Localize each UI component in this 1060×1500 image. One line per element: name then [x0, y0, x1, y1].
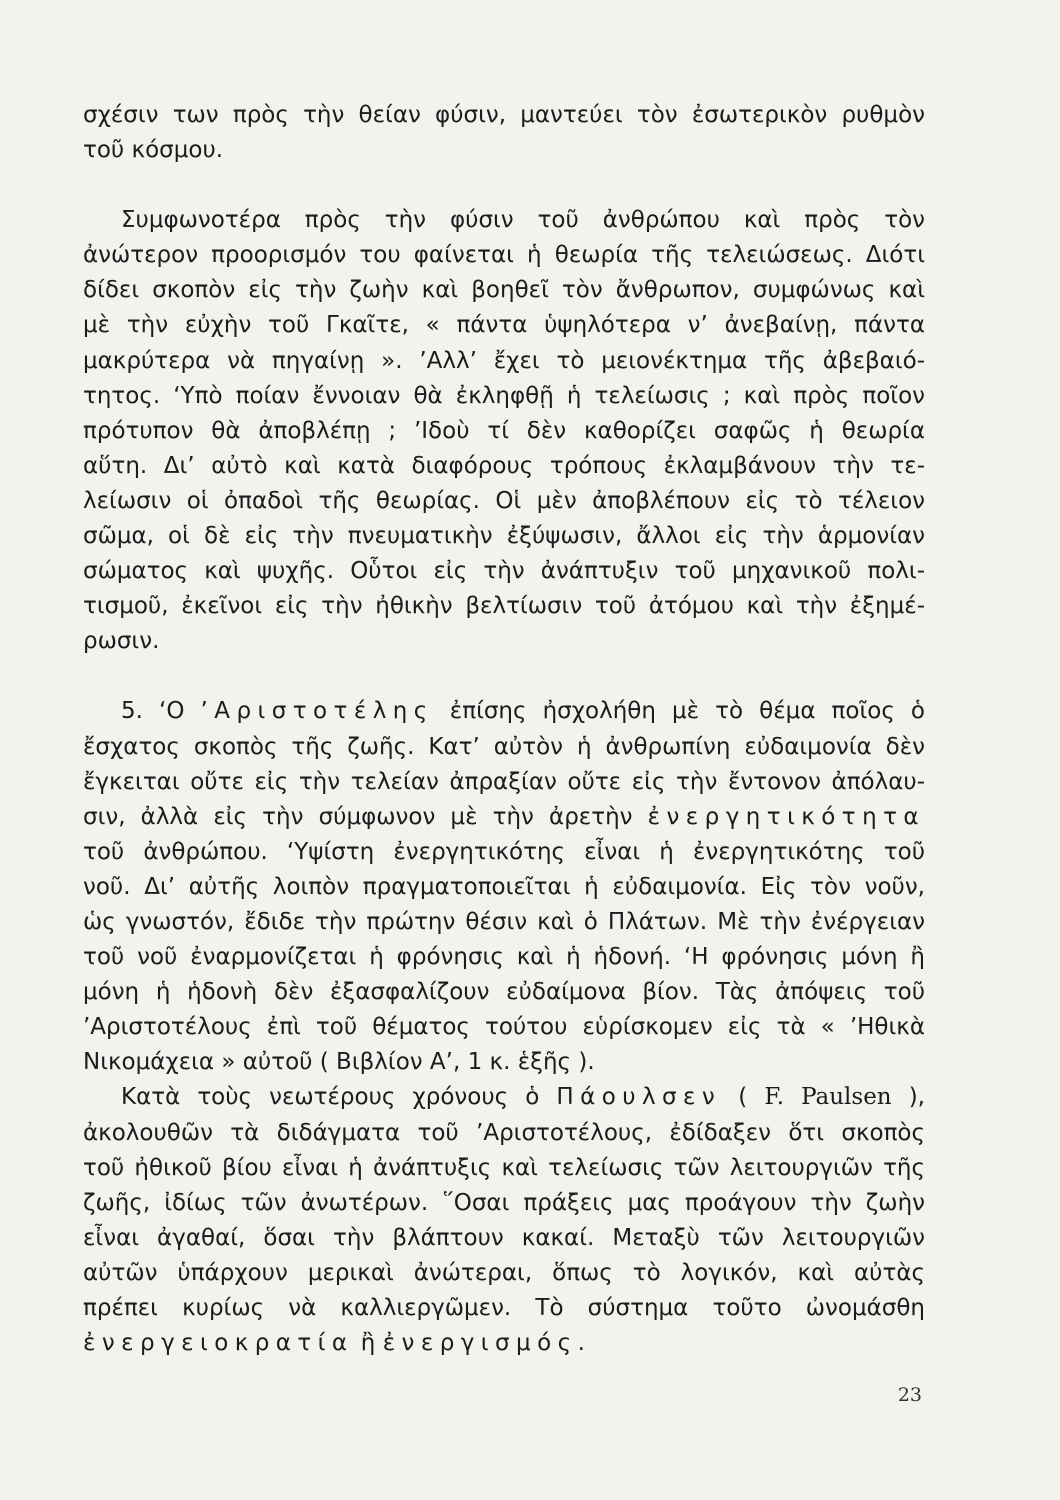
text-line: αὕτη. Δι’ αὐτὸ καὶ κατὰ διαφόρους τρόπους ἐκλαμβάνουν τὴν τε- — [83, 452, 925, 479]
text-line: Νικομάχεια » αὐτοῦ ( Βιβλίον Α’, 1 κ. ἑξῆς ). — [83, 1049, 595, 1076]
paragraph-gap — [83, 659, 925, 694]
text-run: ), — [891, 1084, 925, 1111]
text-run: ἐπίσης ἠσχολήθη μὲ τὸ θέμα ποῖος ὁ — [433, 698, 925, 725]
text-line: ἔγκειται οὔτε εἰς τὴν τελείαν ἀπραξίαν οὔτε εἰς τὴν ἔντονον ἀπόλαυ- — [83, 768, 925, 795]
text-line — [83, 800, 925, 835]
text-run: ἢ — [353, 1330, 383, 1357]
text-line: δίδει σκοπὸν εἰς τὴν ζωὴν καὶ βοηθεῖ τὸν ἄνθρωπον, συμφώνως καὶ — [83, 277, 925, 304]
text-line: πρότυπον θὰ ἀποβλέπῃ ; ’Ιδοὺ τί δὲν καθορίζει σαφῶς ἡ θεωρία — [83, 417, 925, 444]
page-number: 23 — [897, 1384, 922, 1406]
text-line: τισμοῦ, ἐκεῖνοι εἰς τὴν ἠθικὴν βελτίωσιν τοῦ ἀτόμου καὶ τὴν ἐξημέ- — [83, 593, 925, 620]
text-line: ’Αριστοτέλους ἐπὶ τοῦ θέματος τούτου εὑρίσκομεν εἰς τὰ « ’Ηθικὰ — [83, 1014, 925, 1041]
text-line: Συμφωνοτέρα πρὸς τὴν φύσιν τοῦ ἀνθρώπου καὶ πρὸς τὸν — [121, 207, 925, 234]
text-line: σῶμα, οἱ δὲ εἰς τὴν πνευματικὴν ἐξύψωσιν, ἄλλοι εἰς τὴν ἁρμονίαν — [83, 523, 925, 550]
emphasized-name: Πάουλσεν — [556, 1084, 722, 1111]
text-line: ἀνώτερον προορισμόν του φαίνεται ἡ θεωρία τῆς τελειώσεως. Διότι — [83, 242, 925, 269]
text-line — [83, 1080, 925, 1115]
emphasized-term: ἐνεργειοκρατία — [83, 1330, 354, 1357]
text-line: σχέσιν των πρὸς τὴν θείαν φύσιν, μαντεύει τὸν ἐσωτερικὸν ρυθμὸν — [83, 102, 925, 128]
text-line: εἶναι ἀγαθαί, ὅσαι τὴν βλάπτουν κακαί. Μεταξὺ τῶν λειτουργιῶν — [83, 1224, 925, 1251]
body-text — [83, 98, 925, 1361]
text-line: νοῦ. Δι’ αὐτῆς λοιπὸν πραγματοποιεῖται ἡ εὐδαιμονία. Εἰς τὸν νοῦν, — [83, 873, 925, 900]
text-line — [83, 694, 925, 729]
text-line: τοῦ νοῦ ἐναρμονίζεται ἡ φρόνησις καὶ ἡ ἡδονή. ‘Η φρόνησις μόνη ἢ — [83, 944, 925, 971]
text-run: ( — [721, 1084, 765, 1111]
text-line: πρέπει κυρίως νὰ καλλιεργῶμεν. Τὸ σύστημα τοῦτο ὠνομάσθη — [83, 1295, 925, 1321]
text-line: ζωῆς, ἰδίως τῶν ἀνωτέρων. ῞Οσαι πράξεις μας προάγουν τὴν ζωὴν — [83, 1189, 925, 1216]
text-line: αὐτῶν ὑπάρχουν μερικαὶ ἀνώτεραι, ὅπως τὸ λογικόν, καὶ αὐτὰς — [83, 1259, 925, 1286]
text-line: μὲ τὴν εὐχὴν τοῦ Γκαῖτε, « πάντα ὑψηλότερα ν’ ἀνεβαίνῃ, πάντα — [83, 312, 925, 339]
text-line: ρωσιν. — [83, 628, 160, 655]
text-line: μακρύτερα νὰ πηγαίνῃ ». ’Αλλ’ ἔχει τὸ μειονέκτημα τῆς ἀβεβαιό- — [83, 347, 925, 374]
latin-name: F. Paulsen — [764, 1084, 892, 1111]
text-run: σιν, ἀλλὰ εἰς τὴν σύμφωνον μὲ τὴν ἀρετὴν — [83, 803, 648, 830]
paragraph-1 — [83, 98, 925, 168]
text-line: μόνη ἡ ἡδονὴ δὲν ἐξασφαλίζουν εὐδαίμονα βίον. Τὰς ἀπόψεις τοῦ — [83, 979, 925, 1006]
paragraph-gap — [83, 168, 925, 203]
paragraph-3 — [83, 694, 925, 1080]
paragraph-2 — [83, 203, 925, 659]
text-line: ἀκολουθῶν τὰ διδάγματα τοῦ ’Αριστοτέλους, ἐδίδαξεν ὅτι σκοπὸς — [83, 1119, 925, 1146]
text-line: ἔσχατος σκοπὸς τῆς ζωῆς. Κατ’ αὐτὸν ἡ ἀνθρωπίνη εὐδαιμονία δὲν — [83, 733, 925, 760]
emphasized-name: ’Αριστοτέλης — [200, 698, 434, 725]
emphasized-term: ἐνεργισμός. — [382, 1330, 592, 1357]
text-line: τοῦ κόσμου. — [83, 137, 224, 164]
text-line: λείωσιν οἱ ὀπαδοὶ τῆς θεωρίας. Οἱ μὲν ἀποβλέπουν εἰς τὸ τέλειον — [83, 487, 925, 514]
section-number-text: 5. ‘Ο — [121, 698, 201, 725]
text-line: τητος. ‘Υπὸ ποίαν ἔννοιαν θὰ ἐκληφθῇ ἡ τελείωσις ; καὶ πρὸς ποῖον — [83, 382, 925, 409]
text-run: Κατὰ τοὺς νεωτέρους χρόνους ὁ — [121, 1084, 557, 1111]
text-line: ὡς γνωστόν, ἔδιδε τὴν πρώτην θέσιν καὶ ὁ Πλάτων. Μὲ τὴν ἐνέργειαν — [83, 908, 925, 935]
text-line: σώματος καὶ ψυχῆς. Οὗτοι εἰς τὴν ἀνάπτυξιν τοῦ μηχανικοῦ πολι- — [83, 558, 925, 585]
emphasized-term: ἐνεργητικότητα — [647, 803, 925, 830]
text-line: τοῦ ἠθικοῦ βίου εἶναι ἡ ἀνάπτυξις καὶ τελείωσις τῶν λειτουργιῶν τῆς — [83, 1154, 925, 1181]
text-line: τοῦ ἀνθρώπου. ‘Υψίστη ἐνεργητικότης εἶναι ἡ ἐνεργητικότης τοῦ — [83, 838, 925, 865]
paragraph-4 — [83, 1080, 925, 1361]
text-line — [83, 1326, 925, 1361]
